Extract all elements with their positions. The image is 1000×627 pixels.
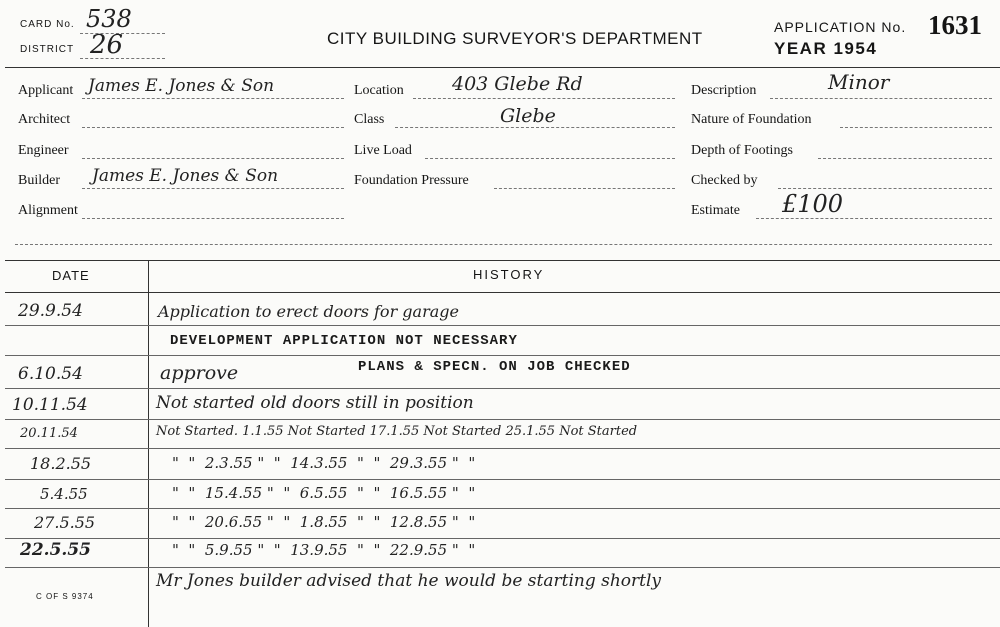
applicant-label: Applicant [18,83,74,98]
table-row-history: " " 15.4.55 " " 6.5.55 " " 16.5.55 " " [172,484,476,502]
table-row-date: 20.11.54 [20,426,78,441]
application-no-label: APPLICATION No. [774,19,907,35]
estimate-line [756,218,992,219]
header-divider [5,67,1000,68]
class-value: Glebe [500,105,556,127]
plans-checked-stamp: PLANS & SPECN. ON JOB CHECKED [358,359,631,375]
builder-value: James E. Jones & Son [92,166,279,186]
row-line [5,448,1000,449]
table-row-date: 27.5.55 [34,513,96,532]
row-line [5,388,1000,389]
district-value: 26 [90,30,124,60]
applicant-value: James E. Jones & Son [88,76,275,96]
row-line [5,508,1000,509]
estimate-label: Estimate [691,203,740,218]
engineer-line [82,158,344,159]
table-column-divider [148,260,149,627]
location-label: Location [354,83,404,98]
description-label: Description [691,83,757,98]
date-header: DATE [52,268,90,283]
applicant-line [82,98,344,99]
table-top-border [5,260,1000,261]
table-row-history: Not started old doors still in position [156,393,474,413]
card-no-value: 538 [86,5,132,33]
checked-line [778,188,992,189]
table-row-date: 29.9.54 [18,301,83,321]
department-title: CITY BUILDING SURVEYOR'S DEPARTMENT [327,29,703,48]
alignment-line [82,218,344,219]
live-load-label: Live Load [354,143,412,158]
table-row-date: 22.5.55 [20,540,91,560]
architect-line [82,127,344,128]
nature-of-foundation-label: Nature of Foundation [691,112,812,127]
live-load-line [425,158,675,159]
table-row-history: " " 20.6.55 " " 1.8.55 " " 12.8.55 " " [172,513,476,531]
year-label: YEAR 1954 [774,39,878,58]
table-row-history: approve [160,362,239,384]
fields-bottom-line [15,244,992,245]
location-line [413,98,675,99]
district-line [80,58,165,59]
architect-label: Architect [18,112,71,127]
engineer-label: Engineer [18,143,69,158]
table-row-history: " " 5.9.55 " " 13.9.55 " " 22.9.55 " " [172,541,476,559]
table-row-date: 18.2.55 [30,454,92,473]
table-row-history: Not Started. 1.1.55 Not Started 17.1.55 Not Started 25.1.55 Not Started [156,424,638,439]
row-line [5,419,1000,420]
table-row-history: Mr Jones builder advised that he would be starting shortly [156,571,662,591]
nature-line [840,127,992,128]
depth-line [818,158,992,159]
class-label: Class [354,112,385,127]
location-value: 403 Glebe Rd [452,73,583,95]
history-header: HISTORY [473,267,545,282]
table-header-border [5,292,1000,293]
description-line [770,98,992,99]
row-line [5,479,1000,480]
form-code: C OF S 9374 [36,592,94,601]
alignment-label: Alignment [18,203,78,218]
district-label: DISTRICT [20,44,75,55]
description-value: Minor [828,70,890,94]
depth-of-footings-label: Depth of Footings [691,143,793,158]
class-line [395,127,675,128]
foundation-pressure-label: Foundation Pressure [354,173,469,188]
estimate-value: £100 [782,190,844,218]
table-row-date: 10.11.54 [12,395,88,415]
builder-line [82,188,344,189]
builder-label: Builder [18,173,60,188]
development-stamp: DEVELOPMENT APPLICATION NOT NECESSARY [170,333,518,349]
application-no-value: 1631 [928,10,982,40]
row-line [5,567,1000,568]
table-row-date: 6.10.54 [18,364,83,384]
foundation-pressure-line [494,188,675,189]
row-line [5,325,1000,326]
table-row-date: 5.4.55 [40,485,88,503]
row-line [5,355,1000,356]
card-no-label: CARD No. [20,19,75,30]
table-row-history: Application to erect doors for garage [158,302,459,321]
table-row-history: " " 2.3.55 " " 14.3.55 " " 29.3.55 " " [172,454,476,472]
checked-by-label: Checked by [691,173,758,188]
row-line [5,538,1000,539]
